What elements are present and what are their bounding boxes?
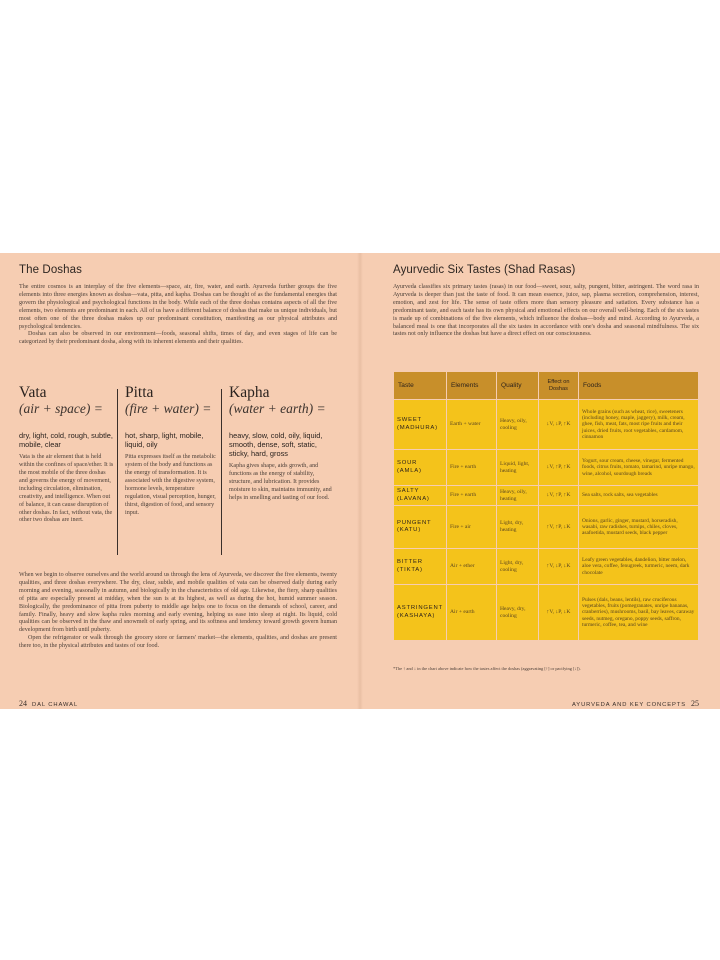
column-divider (117, 389, 118, 555)
foods-cell: Whole grains (such as wheat, rice), sweeteners (including honey, maple, jaggery), milk, cream, ghee, fish, meat, fats, most ripe fruits and their juices, dried fruits, root vegetables, cardamom, cinnamon (578, 400, 698, 450)
closing-paragraph-2: Open the refrigerator or walk through the grocery store or farmers' market—the elements, qualities, and doshas are present there too, in the physical attributes and tastes of our food. (19, 635, 337, 650)
intro-paragraph-1: The entire cosmos is an interplay of the five elements—space, air, fire, water, and earth. Ayurveda further groups the five elements into three energies known as doshas—vata, pitta, and kapha. Doshas can be thought of as the fundamental energies that govern the physiological and psychological functions in the body. While each of the three doshas contains aspects of all the five elements, two elements are predominant in each. All of us have a different balance of doshas that make us unique individuals, but most often one of the three doshas makes up our predominant constitution, manifesting as our physical attributes and psychological tendencies. (19, 284, 337, 330)
taste-sanskrit: (KASHAYA) (397, 612, 436, 619)
doshas-title: The Doshas (19, 264, 83, 276)
header-effect: Effect on Doshas (538, 372, 578, 400)
book-spread (0, 253, 720, 709)
running-head: AYURVEDA AND KEY CONCEPTS (571, 702, 686, 708)
column-divider (221, 389, 222, 555)
taste-name: BITTER (397, 559, 423, 566)
taste-cell (394, 450, 447, 486)
quality-cell: Heavy, oily, cooling (496, 400, 538, 450)
six-tastes-table (393, 371, 699, 641)
header-foods: Foods (578, 372, 698, 400)
dosha-description: Vata is the air element that is held within the confines of space/ether. It is the most mobile of the three doshas and governs the energy of movement, including circulation, elimination, creativity, and intelligence. When out of balance, it can cause disruption of other doshas. In fact, without vata, the other two doshas are inert. (19, 454, 114, 524)
table-row (394, 400, 699, 450)
closing-paragraph-1: When we begin to observe ourselves and the world around us through the lens of Ayurveda, we discover the five elements, twenty qualities, and three doshas everywhere. The dry, clear, subtle, and mobile qualities of vata can be observed daily during early morning and evening, seasonally in autumn, and biologically in the characteristics of old age. Likewise, the fiery, sharp qualities of pitta are especially present at midday, when the sun is at its highest, as well as during the hot, humid summer season. Biologically, the predominance of pitta from puberty to middle age helps one to focus on the demands of school, career, and family. Finally, heavy and slow kapha rules morning and early evening, helping us ease into sleep at night. Its liquid, cold qualities can be observed in the thaw and snowmelt of early spring, and its softness and tendency toward growth govern human development from birth until puberty. (19, 572, 337, 634)
doshas-intro (19, 284, 337, 347)
dosha-qualities: hot, sharp, light, mobile, liquid, oily (125, 431, 204, 450)
elements-cell: Fire + earth (446, 450, 496, 486)
dosha-formula: (water + earth) = (229, 401, 326, 416)
effect-cell: ↓V, ↓P, ↑K (538, 400, 578, 450)
foods-cell: Pulses (dals, beans, lentils), raw cruciferous vegetables, fruits (pomegranates, unripe bananas, cranberries), mushrooms, basil, bay leaves, caraway seeds, nutmeg, oregano, poppy seeds, saffron, turmeric, coffee, tea, and wine (578, 585, 698, 641)
effect-cell: ↑V, ↓P, ↓K (538, 585, 578, 641)
foods-cell: Leafy green vegetables, dandelion, bitter melon, aloe vera, coffee, fenugreek, turmeric, neem, dark chocolate (578, 549, 698, 585)
taste-cell (394, 506, 447, 549)
dosha-formula: (fire + water) = (125, 401, 212, 416)
tastes-intro-paragraph: Ayurveda classifies six primary tastes (rasas) in our food—sweet, sour, salty, pungent, bitter, astringent. The word rasa in Ayurveda is deeper than just the taste of food. It can mean essence, juice, sap, plasma secretion, comprehension, interest, emotion, and zest for life. The sense of taste offers more than sensory pleasure and satiation. Every substance has a predominant taste, and each taste has its own physical and emotional effects on our overall well-being. Each of the six tastes is made up of combinations of the five elements, which influence the doshas—body and mind. According to Ayurveda, a balanced meal is one that incorporates all the six tastes in accordance with one's dosha and seasonal mindfulness. The six tastes not only influence the doshas but have a direct effect on our consciousness. (393, 284, 699, 338)
left-page (0, 253, 360, 709)
table-row (394, 486, 699, 506)
taste-sanskrit: (TIKTA) (397, 566, 423, 573)
table-row (394, 506, 699, 549)
doshas-closing (19, 572, 337, 651)
elements-cell: Fire + earth (446, 486, 496, 506)
right-page (362, 253, 720, 709)
intro-paragraph-2: Doshas can also be observed in our environment—foods, seasonal shifts, times of day, and even stages of life can be categorized by their predominant dosha, along with its inherent elements and their qualities. (19, 331, 337, 346)
table-row (394, 450, 699, 486)
table-row (394, 585, 699, 641)
elements-cell: Earth + water (446, 400, 496, 450)
elements-cell: Fire + air (446, 506, 496, 549)
taste-sanskrit: (AMLA) (397, 467, 422, 474)
table-row (394, 549, 699, 585)
effect-cell: ↑V, ↑P, ↓K (538, 506, 578, 549)
header-elements: Elements (446, 372, 496, 400)
tastes-intro (393, 284, 699, 339)
tastes-title: Ayurvedic Six Tastes (Shad Rasas) (393, 264, 576, 276)
taste-cell (394, 585, 447, 641)
taste-sanskrit: (LAVANA) (397, 495, 430, 502)
dosha-description: Kapha gives shape, aids growth, and functions as the energy of stability, structure, and lubrication. It provides moisture to skin, maintains immunity, and helps in smelling and tasting of our food. (229, 463, 332, 501)
header-quality: Quality (496, 372, 538, 400)
foods-cell: Onions, garlic, ginger, mustard, horseradish, wasabi, raw radishes, turnips, chiles, cloves, asafoetida, mustard seeds, black pepper (578, 506, 698, 549)
taste-cell (394, 549, 447, 585)
taste-sanskrit: (KATU) (397, 527, 421, 533)
quality-cell: Heavy, dry, cooling (496, 585, 538, 641)
quality-cell: Light, dry, heating (496, 506, 538, 549)
dosha-description: Pitta expresses itself as the metabolic system of the body and functions as the energy of transformation. It is associated with the digestive system, hormone levels, temperature regulation, visual perception, hunger, thirst, digestion of food, and sensory input. (125, 454, 216, 516)
effect-cell: ↓V, ↑P, ↑K (538, 450, 578, 486)
running-head: DAL CHAWAL (32, 702, 79, 708)
header-taste: Taste (394, 372, 447, 400)
effect-cell: ↓V, ↑P, ↑K (538, 486, 578, 506)
dosha-formula: (air + space) = (19, 401, 103, 416)
taste-name: ASTRINGENT (397, 605, 443, 612)
taste-name: SOUR (397, 460, 418, 467)
right-folio (572, 699, 699, 708)
dosha-name: Kapha (229, 384, 270, 401)
elements-cell: Air + earth (446, 585, 496, 641)
taste-name: PUNGENT (397, 519, 432, 526)
dosha-vata (19, 385, 115, 525)
dosha-pitta (125, 385, 221, 517)
elements-cell: Air + ether (446, 549, 496, 585)
taste-sanskrit: (MADHURA) (397, 424, 438, 431)
effect-cell: ↑V, ↓P, ↓K (538, 549, 578, 585)
dosha-name: Vata (19, 384, 47, 401)
left-folio (19, 699, 78, 708)
foods-cell: Yogurt, sour cream, cheese, vinegar, fermented foods, citrus fruits, tomato, tamarind, unripe mango, wine, alcohol, sourdough breads (578, 450, 698, 486)
dosha-kapha (229, 385, 337, 503)
dosha-qualities: heavy, slow, cold, oily, liquid, smooth, dense, soft, static, sticky, hard, gross (229, 431, 323, 459)
dosha-name: Pitta (125, 384, 154, 401)
table-footnote: *The ↑ and ↓ in the chart above indicate how the tastes affect the doshas (aggravating [↑] or pacifying [↓]). (393, 666, 581, 671)
taste-name: SALTY (397, 488, 420, 495)
quality-cell: Liquid, light, heating (496, 450, 538, 486)
foods-cell: Sea salts, rock salts, sea vegetables (578, 486, 698, 506)
taste-name: SWEET (397, 417, 422, 424)
quality-cell: Light, dry, cooling (496, 549, 538, 585)
taste-cell (394, 486, 447, 506)
taste-cell (394, 400, 447, 450)
page-number: 25 (691, 699, 699, 708)
quality-cell: Heavy, oily, heating (496, 486, 538, 506)
page-number: 24 (19, 699, 27, 708)
dosha-qualities: dry, light, cold, rough, subtle, mobile, clear (19, 431, 113, 450)
table-header-row (394, 372, 699, 400)
